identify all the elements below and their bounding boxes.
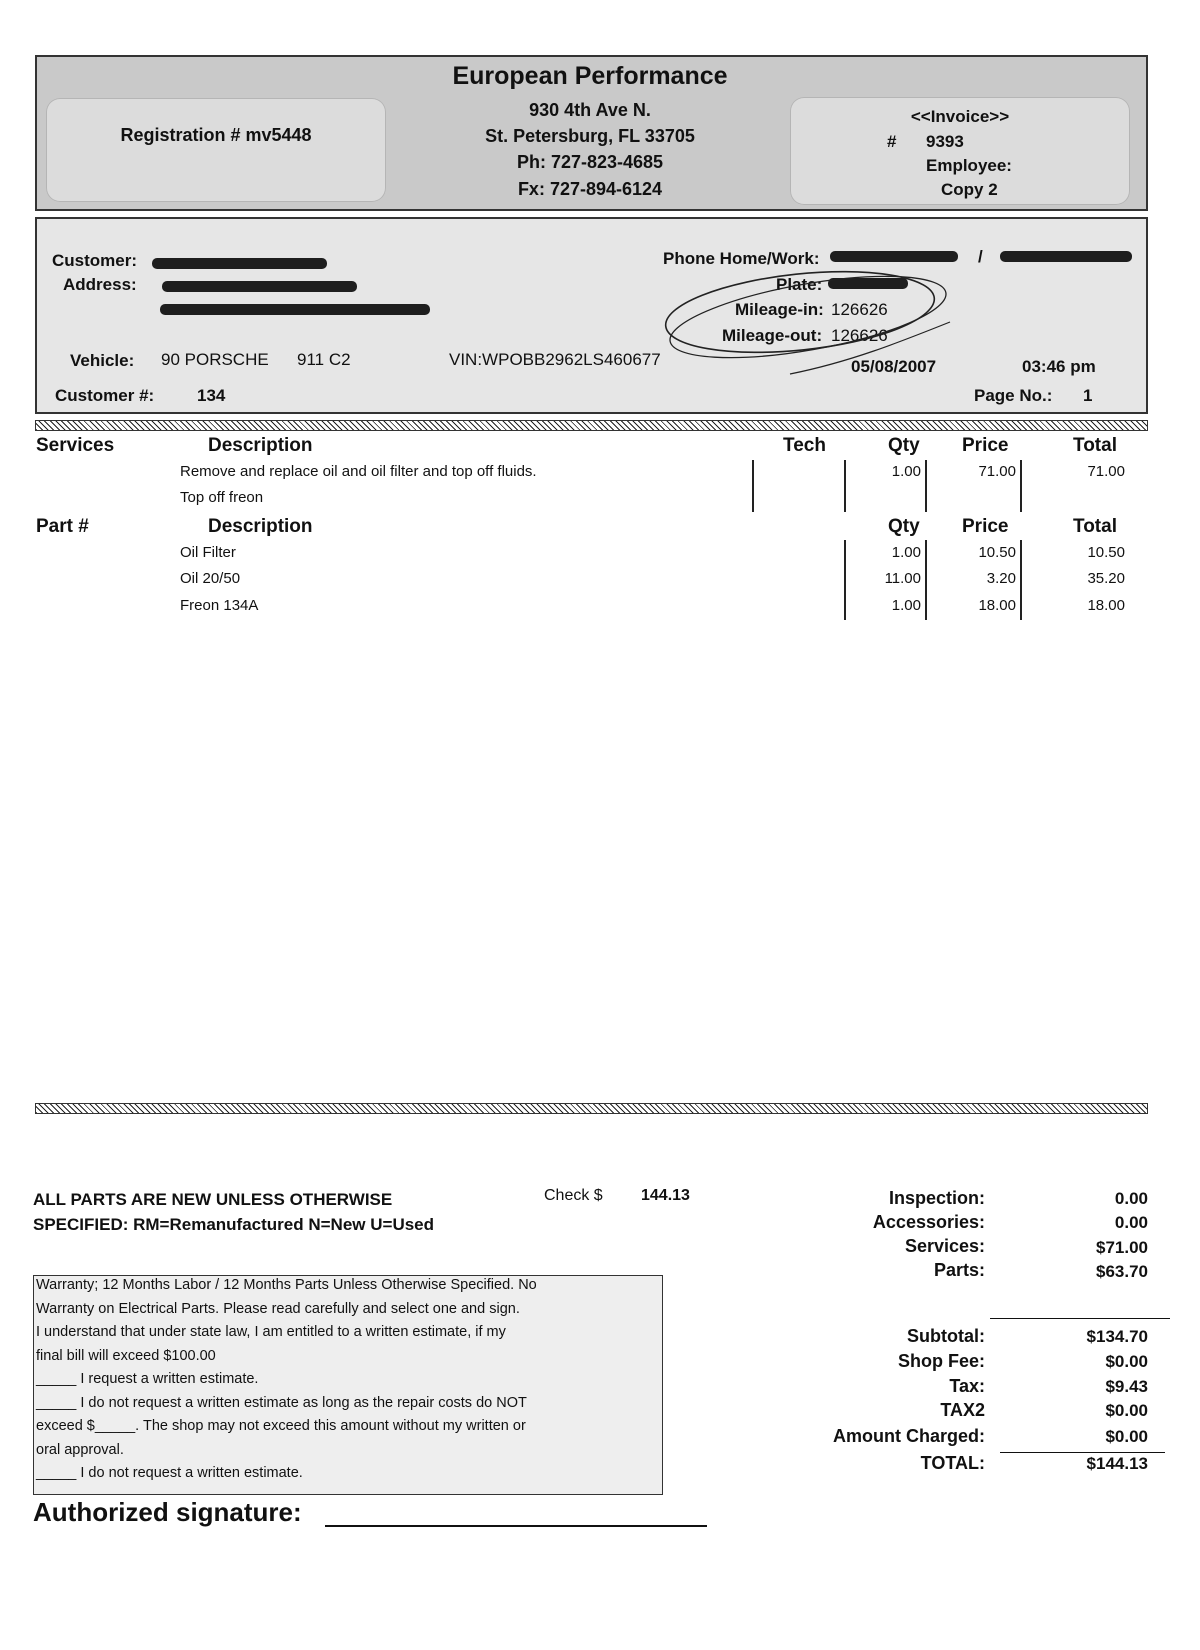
service-price-1: 71.00 [978,463,1016,480]
registration-panel [46,98,386,202]
part-qty-1: 1.00 [891,544,921,561]
mileage-out-value: 126626 [831,326,888,345]
parts-notice-line-1: ALL PARTS ARE NEW UNLESS OTHERWISE [33,1190,393,1209]
phone-separator: / [978,247,983,266]
part-price-1: 10.50 [978,544,1016,561]
tax-value: $9.43 [1105,1377,1148,1396]
invoice-number: 9393 [926,132,964,151]
amount-charged-label: Amount Charged: [833,1426,985,1446]
inspection-value: 0.00 [1114,1189,1148,1208]
invoice-hash: # [887,132,897,151]
redacted-customer-name [152,258,327,269]
grand-total-value: $144.13 [1086,1454,1148,1473]
accessories-label: Accessories: [872,1212,985,1232]
check-label: Check $ [544,1187,603,1204]
company-address-1: 930 4th Ave N. [529,100,651,120]
warranty-line-1: Warranty; 12 Months Labor / 12 Months Parts Unless Otherwise Specified. No [36,1277,537,1293]
vehicle-label: Vehicle: [70,351,135,370]
customer-number-label: Customer #: [55,386,155,405]
vehicle-model: 911 C2 [297,350,351,369]
page-number-value: 1 [1083,386,1093,405]
service-qty-1: 1.00 [891,463,921,480]
service-description-1: Remove and replace oil and oil filter and top off fluids. [180,463,537,480]
vehicle-value: 90 PORSCHE [161,350,269,369]
parts-description-header: Description [208,516,313,537]
invoice-time: 03:46 pm [1022,357,1096,376]
phone-label: Phone Home/Work: [663,249,820,268]
part-qty-3: 1.00 [891,597,921,614]
parts-qty-header: Qty [888,516,920,537]
tech-column-line-left [752,460,754,512]
mileage-in-label: Mileage-in: [735,300,824,319]
grand-total-label: TOTAL: [920,1453,985,1473]
tax2-value: $0.00 [1105,1401,1148,1420]
parts-total-header: Total [1073,516,1117,537]
services-total-label: Services: [904,1236,985,1256]
redacted-phone-home [830,251,958,262]
services-price-header: Price [962,435,1009,456]
service-total-1: 71.00 [1087,463,1125,480]
services-total-header: Total [1073,435,1117,456]
customer-number-value: 134 [197,386,226,405]
copy-label: Copy 2 [941,180,998,199]
shop-fee-value: $0.00 [1105,1352,1148,1371]
warranty-line-7: exceed $_____. The shop may not exceed this amount without my written or [36,1418,526,1434]
written-estimate-option-3[interactable]: _____ I do not request a written estimate. [36,1465,303,1481]
vin-value: VIN:WPOBB2962LS460677 [449,350,661,369]
services-header: Services [36,435,115,456]
part-description-1: Oil Filter [180,544,236,561]
warranty-line-3: I understand that under state law, I am entitled to a written estimate, if my [36,1324,506,1340]
services-description-header: Description [208,435,313,456]
invoice-date: 05/08/2007 [851,357,937,376]
tech-header: Tech [783,435,826,456]
written-estimate-option-2[interactable]: _____ I do not request a written estimate as long as the repair costs do NOT [36,1395,527,1411]
part-total-3: 18.00 [1087,597,1125,614]
amount-charged-value: $0.00 [1105,1427,1148,1446]
part-number-header: Part # [36,516,89,537]
warranty-line-4: final bill will exceed $100.00 [36,1348,216,1364]
customer-label: Customer: [52,251,138,270]
signature-line[interactable] [325,1525,707,1527]
address-label: Address: [63,275,137,294]
warranty-line-8: oral approval. [36,1442,124,1458]
check-amount: 144.13 [641,1187,690,1204]
services-total-value: $71.00 [1096,1238,1148,1257]
subtotal-label: Subtotal: [907,1326,985,1346]
employee-label: Employee: [926,156,1012,175]
part-description-2: Oil 20/50 [180,570,241,587]
hatched-divider-bottom [35,1103,1148,1114]
total-rule [1000,1452,1165,1453]
inspection-label: Inspection: [888,1188,985,1208]
hatched-divider-top [35,420,1148,431]
parts-price-header: Price [962,516,1009,537]
part-qty-2: 11.00 [884,570,921,587]
service-description-2: Top off freon [180,489,264,506]
mileage-in-value: 126626 [831,300,888,319]
part-price-3: 18.00 [978,597,1016,614]
shop-fee-label: Shop Fee: [897,1351,985,1371]
written-estimate-option-1[interactable]: _____ I request a written estimate. [36,1371,259,1387]
company-fax: Fx: 727-894-6124 [517,179,663,199]
parts-total-label: Parts: [933,1260,985,1280]
company-address-2: St. Petersburg, FL 33705 [485,126,695,146]
mileage-out-label: Mileage-out: [722,326,823,345]
part-total-1: 10.50 [1087,544,1125,561]
accessories-value: 0.00 [1114,1213,1148,1232]
part-price-2: 3.20 [986,570,1016,587]
part-description-3: Freon 134A [180,597,259,614]
parts-notice-line-2: SPECIFIED: RM=Remanufactured N=New U=Used [33,1215,435,1234]
company-name: European Performance [452,62,728,90]
registration-number: Registration # mv5448 [120,125,312,145]
part-total-2: 35.20 [1087,570,1125,587]
redacted-address-line-2 [160,304,430,315]
invoice-title: <<Invoice>> [910,107,1010,126]
page-number-label: Page No.: [974,386,1053,405]
subtotal-value: $134.70 [1086,1327,1148,1346]
authorized-signature-label: Authorized signature: [33,1497,302,1527]
company-phone: Ph: 727-823-4685 [516,152,664,172]
redacted-phone-work [1000,251,1132,262]
services-qty-header: Qty [888,435,920,456]
parts-total-value: $63.70 [1096,1262,1148,1281]
subtotal-rule [990,1318,1170,1319]
warranty-line-2: Warranty on Electrical Parts. Please read carefully and select one and sign. [36,1301,520,1317]
plate-label: Plate: [776,275,823,294]
redacted-address-line-1 [162,281,357,292]
tax-label: Tax: [949,1376,985,1396]
tax2-label: TAX2 [940,1400,985,1420]
